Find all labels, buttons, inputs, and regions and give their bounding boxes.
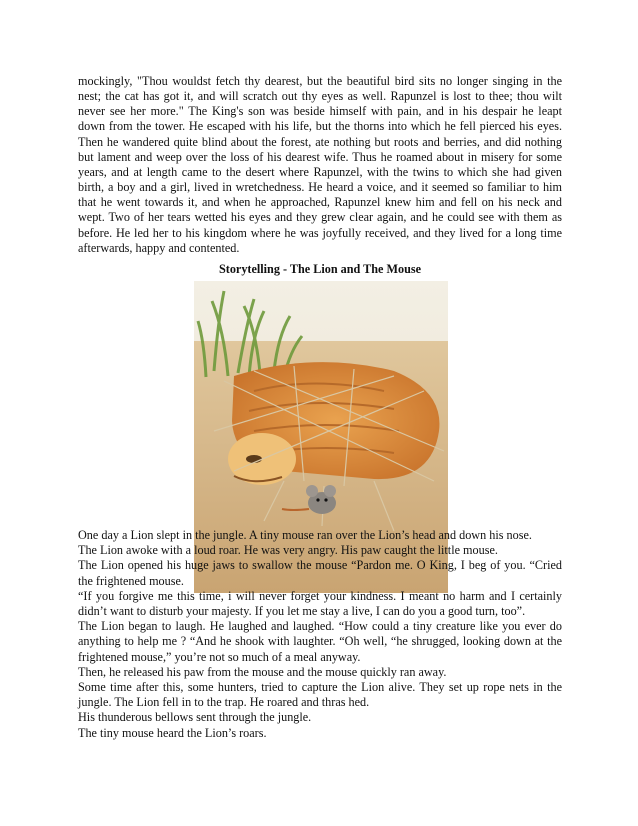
- intro-paragraph: mockingly, "Thou wouldst fetch thy dearest, but the beautiful bird sits no longer singing in the nest; the cat has got it, and will scratch out thy eyes as well. Rapunzel is lost to thee; thou wilt never see her more." The King's son was beside himself with pain, and in his despair he leapt down from the tower. He escaped with his life, but the thorns into which he fell pierced his eyes. Then he wandered quite blind about the forest, ate nothing but roots and berries, and did nothing but lament and weep over the loss of his dearest wife. Thus he roamed about in misery for some years, and at length came to the desert where Rapunzel, with the twins to which she had given birth, a boy and a girl, lived in wretchedness. He heard a voice, and it seemed so familiar to him that he went towards it, and when he approached, Rapunzel knew him and fell on his neck and wept. Two of her tears wetted his eyes and they grew clear again, and he could see with them as before. He led her to his kingdom where he was joyfully received, and they lived for a long time afterwards, happy and contented.: [78, 74, 562, 255]
- section-title: Storytelling - The Lion and The Mouse: [218, 262, 422, 276]
- story-line: One day a Lion slept in the jungle. A tiny mouse ran over the Lion’s head and down his nose.: [78, 528, 532, 542]
- story-line: “If you forgive me this time, i will never forget your kindness. I meant no harm and I certainly didn’t want to disturb your majesty. If you let me stay a live, I can do you a good turn, too”.: [78, 588, 562, 619]
- story-line: The Lion awoke with a loud roar. He was very angry. His paw caught the little mouse.: [78, 543, 498, 558]
- lion-icon: [228, 362, 439, 485]
- story-text: [78, 528, 562, 741]
- story-line: The Lion began to laugh. He laughed and laughed. “How could a tiny creature like you ever do anything to help me ? “And he shook with laughter. “Oh well, “he shrugged, looking down at the frightened mouse,” you’re not so much of a meal anyway.: [78, 619, 562, 664]
- story-line: His thunderous bellows sent through the jungle.: [78, 710, 312, 725]
- story-line: The Lion opened his huge jaws to swallow the mouse “Pardon me. O King, I beg of you. “Cried the frightened mouse.: [78, 558, 562, 588]
- story-line: The tiny mouse heard the Lion’s roars.: [78, 725, 267, 740]
- document-page: [78, 74, 562, 740]
- story-line: Some time after this, some hunters, tried to capture the Lion alive. They set up rope nets in the jungle. The Lion fell in to the trap. He roared and thras hed.: [78, 680, 562, 710]
- story-line: Then, he released his paw from the mouse and the mouse quickly ran away.: [78, 664, 447, 679]
